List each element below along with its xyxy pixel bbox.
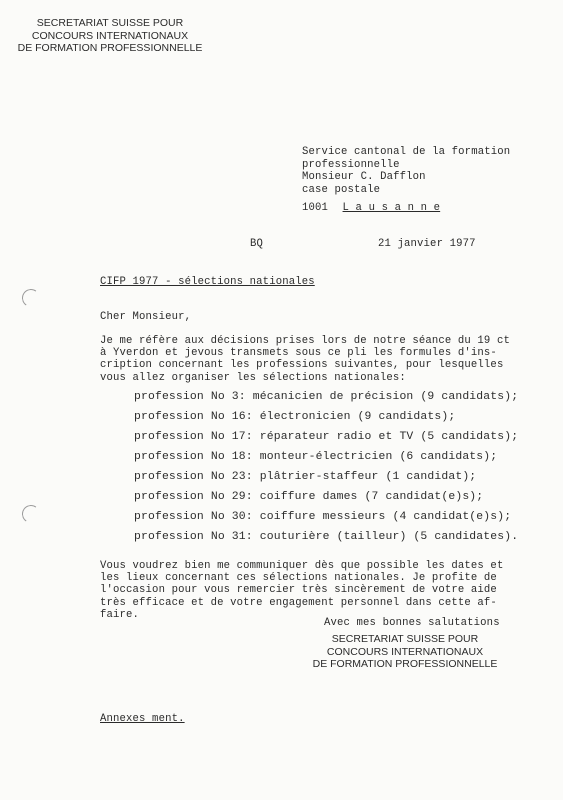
closing-line: faire. <box>100 608 140 621</box>
intro-line: Je me réfère aux décisions prises lors de notre séance du 19 ct <box>100 335 510 347</box>
intro-paragraph <box>100 335 510 384</box>
reference: BQ <box>250 238 264 250</box>
greeting: Avec mes bonnes salutations <box>324 617 500 629</box>
closing-line: très efficace et de votre engagement personnel dans cette af- <box>100 596 497 609</box>
recipient-line: Monsieur C. Dafflon <box>302 171 426 183</box>
closing-line: les lieux concernant ces sélections nationales. Je profite de <box>100 572 497 585</box>
intro-line: vous allez organiser les sélections nationales: <box>100 371 406 384</box>
closing-line: l'occasion pour vous remercier très sincèrement de votre aide <box>100 584 497 597</box>
closing-line: Vous voudrez bien me communiquer dès que possible les dates et <box>100 560 504 572</box>
recipient-address <box>302 146 510 215</box>
recipient-city-line <box>302 202 510 215</box>
recipient-line: professionnelle <box>302 158 400 171</box>
letterhead <box>10 17 210 55</box>
recipient-line: Service cantonal de la formation <box>302 146 511 158</box>
punch-hole-mark <box>21 288 42 309</box>
profession-item: profession No 18: monteur-électricien (6 candidats); <box>134 451 498 463</box>
profession-item: profession No 17: réparateur radio et TV (5 candidats); <box>134 431 519 443</box>
recipient-city: L a u s a n n e <box>342 202 441 214</box>
letter-date: 21 janvier 1977 <box>378 238 476 250</box>
intro-line: cription concernant les professions suivantes, pour lesquelles <box>100 359 504 372</box>
intro-line: à Yverdon et jevous transmets sous ce pli les formules d'ins- <box>100 347 497 360</box>
profession-item: profession No 31: couturière (tailleur) (5 candidates). <box>134 531 519 543</box>
punch-hole-mark <box>21 504 42 525</box>
salutation: Cher Monsieur, <box>100 311 192 323</box>
profession-item: profession No 29: coiffure dames (7 candidat(e)s); <box>134 491 484 503</box>
profession-item: profession No 16: électronicien (9 candidats); <box>134 411 456 423</box>
letterhead-line: DE FORMATION PROFESSIONNELLE <box>17 42 203 54</box>
annex-note: Annexes ment. <box>100 713 185 725</box>
signature-line: DE FORMATION PROFESSIONNELLE <box>312 658 498 670</box>
recipient-postcode: 1001 <box>302 202 329 214</box>
signature-line: SECRETARIAT SUISSE POUR <box>331 633 479 645</box>
subject-line: CIFP 1977 - sélections nationales <box>100 276 315 288</box>
letterhead-line: SECRETARIAT SUISSE POUR <box>36 17 184 29</box>
recipient-line: case postale <box>302 183 381 196</box>
letterhead-line: CONCOURS INTERNATIONAUX <box>31 29 189 42</box>
profession-item: profession No 3: mécanicien de précision (9 candidats); <box>134 391 519 403</box>
closing-paragraph <box>100 560 503 621</box>
profession-item: profession No 23: plâtrier-staffeur (1 candidat); <box>134 471 477 483</box>
signature-stamp <box>310 633 500 671</box>
signature-line: CONCOURS INTERNATIONAUX <box>326 645 484 658</box>
profession-item: profession No 30: coiffure messieurs (4 candidat(e)s); <box>134 511 512 523</box>
